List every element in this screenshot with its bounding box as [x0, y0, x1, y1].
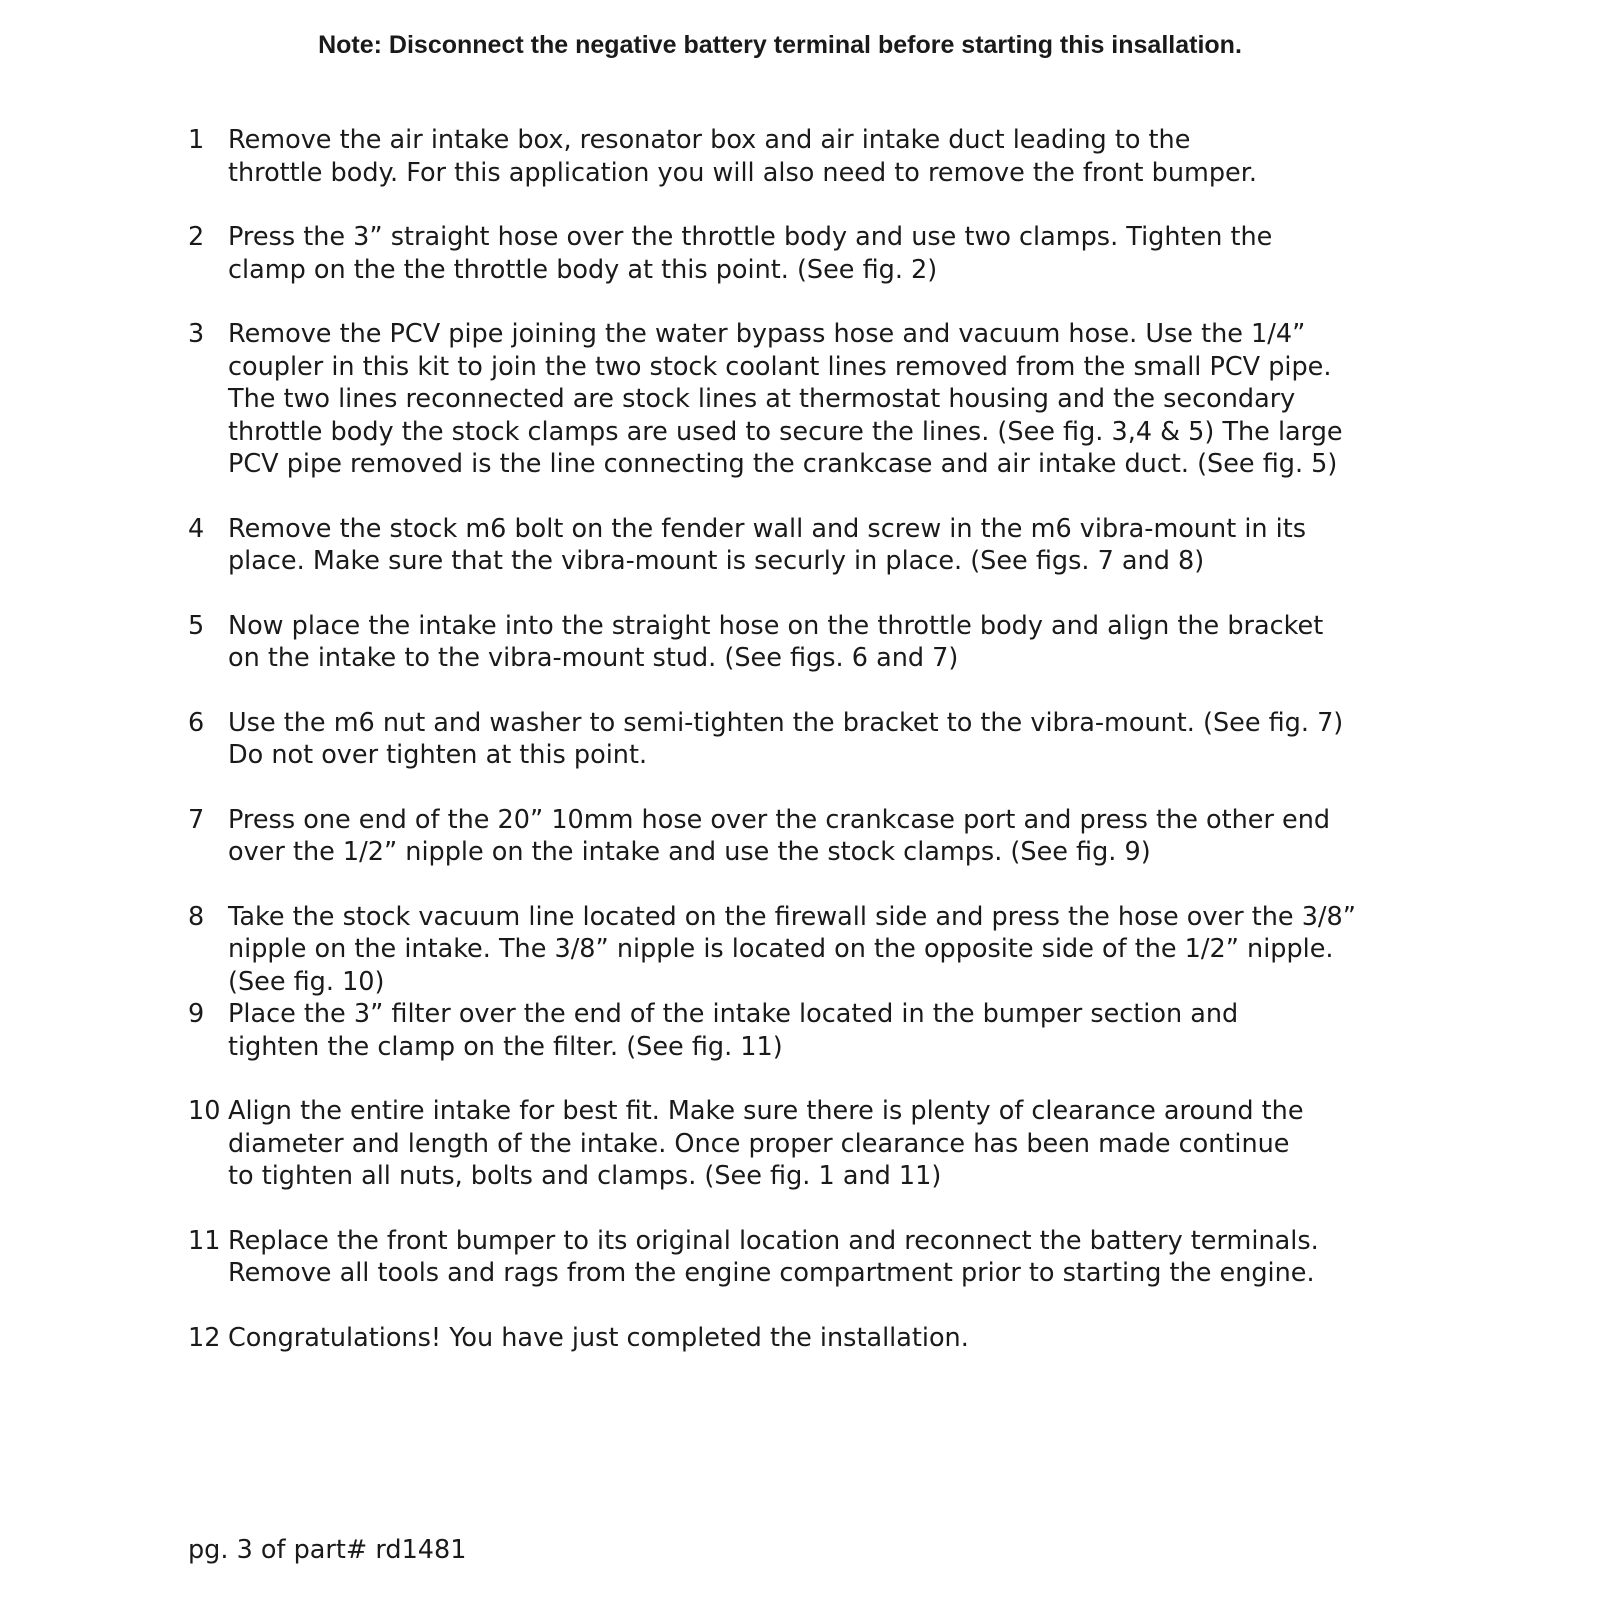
- step-item: [188, 124, 1488, 189]
- step-text-line: Replace the front bumper to its original location and reconnect the battery terminals.: [228, 1225, 1319, 1256]
- step-text-line: on the intake to the vibra-mount stud. (See figs. 6 and 7): [228, 643, 959, 673]
- step-number: 8: [188, 901, 205, 932]
- step-text: [228, 124, 1488, 189]
- step-text-line: over the 1/2” nipple on the intake and use the stock clamps. (See fig. 9): [228, 837, 1151, 867]
- step-number: 12: [188, 1322, 221, 1353]
- step-item: [188, 610, 1488, 675]
- step-text-line: throttle body. For this application you will also need to remove the front bumper.: [228, 157, 1257, 188]
- step-text: [228, 1225, 1488, 1290]
- step-text-line: to tighten all nuts, bolts and clamps. (See fig. 1 and 11): [228, 1161, 942, 1191]
- step-text: [228, 610, 1488, 675]
- step-text-line: coupler in this kit to join the two stock coolant lines removed from the small PCV pipe.: [228, 351, 1332, 382]
- step-item: [188, 1095, 1488, 1193]
- step-text: [228, 998, 1488, 1063]
- step-text-line: Now place the intake into the straight hose on the throttle body and align the bracket: [228, 610, 1324, 641]
- step-number: 4: [188, 513, 205, 544]
- step-text-line: Congratulations! You have just completed the installation.: [228, 1322, 969, 1353]
- step-text: [228, 513, 1488, 578]
- step-number: 5: [188, 610, 205, 641]
- step-number: 1: [188, 125, 205, 155]
- step-text-line: Remove the PCV pipe joining the water bypass hose and vacuum hose. Use the 1/4”: [228, 319, 1306, 349]
- step-item: [188, 804, 1488, 869]
- step-number: 6: [188, 707, 205, 738]
- installation-steps: [188, 124, 1488, 1386]
- step-text-line: PCV pipe removed is the line connecting the crankcase and air intake duct. (See fig. 5): [228, 449, 1338, 479]
- step-number: 3: [188, 319, 205, 349]
- step-text-line: Take the stock vacuum line located on the firewall side and press the hose over the 3/8”: [228, 901, 1356, 932]
- step-number: 9: [188, 999, 205, 1029]
- step-text: [228, 707, 1488, 772]
- step-text: [228, 221, 1488, 286]
- step-text-line: Remove all tools and rags from the engine compartment prior to starting the engine.: [228, 1258, 1315, 1288]
- step-text-line: nipple on the intake. The 3/8” nipple is located on the opposite side of the 1/2” nipple.: [228, 934, 1334, 964]
- step-text-line: Remove the air intake box, resonator box and air intake duct leading to the: [228, 125, 1191, 155]
- step-text-line: (See fig. 10): [228, 966, 385, 997]
- step-item: [188, 318, 1488, 481]
- step-item: [188, 998, 1488, 1063]
- step-text: [228, 318, 1488, 481]
- step-text: [228, 901, 1488, 999]
- step-item: [188, 513, 1488, 578]
- step-text: [228, 1322, 1488, 1355]
- step-text-line: diameter and length of the intake. Once proper clearance has been made continue: [228, 1128, 1290, 1159]
- step-text-line: throttle body the stock clamps are used to secure the lines. (See fig. 3,4 & 5) The large: [228, 416, 1343, 447]
- step-item: [188, 901, 1488, 999]
- step-text: [228, 804, 1488, 869]
- step-item: [188, 707, 1488, 772]
- step-text-line: Press the 3” straight hose over the throttle body and use two clamps. Tighten the: [228, 222, 1273, 252]
- step-text-line: Align the entire intake for best fit. Make sure there is plenty of clearance around the: [228, 1096, 1304, 1126]
- step-text-line: Press one end of the 20” 10mm hose over the crankcase port and press the other end: [228, 804, 1331, 835]
- step-text-line: Remove the stock m6 bolt on the fender wall and screw in the m6 vibra-mount in its: [228, 513, 1307, 544]
- battery-note: Note: Disconnect the negative battery terminal before starting this insallation.: [318, 31, 1242, 59]
- step-item: [188, 1225, 1488, 1290]
- step-text-line: The two lines reconnected are stock lines at thermostat housing and the secondary: [228, 384, 1296, 414]
- step-text-line: place. Make sure that the vibra-mount is securly in place. (See figs. 7 and 8): [228, 546, 1205, 576]
- step-number: 7: [188, 804, 205, 835]
- step-text-line: tighten the clamp on the filter. (See fig. 11): [228, 1031, 783, 1062]
- step-text-line: Use the m6 nut and washer to semi-tighten the bracket to the vibra-mount. (See fig. 7): [228, 707, 1344, 738]
- step-number: 2: [188, 222, 205, 252]
- step-text-line: Place the 3” filter over the end of the intake located in the bumper section and: [228, 999, 1239, 1029]
- step-text-line: clamp on the the throttle body at this point. (See fig. 2): [228, 254, 938, 285]
- step-item: [188, 1322, 1488, 1355]
- step-text-line: Do not over tighten at this point.: [228, 740, 648, 770]
- step-text: [228, 1095, 1488, 1193]
- step-number: 11: [188, 1225, 221, 1256]
- page-footer: pg. 3 of part# rd1481: [188, 1535, 467, 1565]
- step-number: 10: [188, 1096, 221, 1126]
- step-item: [188, 221, 1488, 286]
